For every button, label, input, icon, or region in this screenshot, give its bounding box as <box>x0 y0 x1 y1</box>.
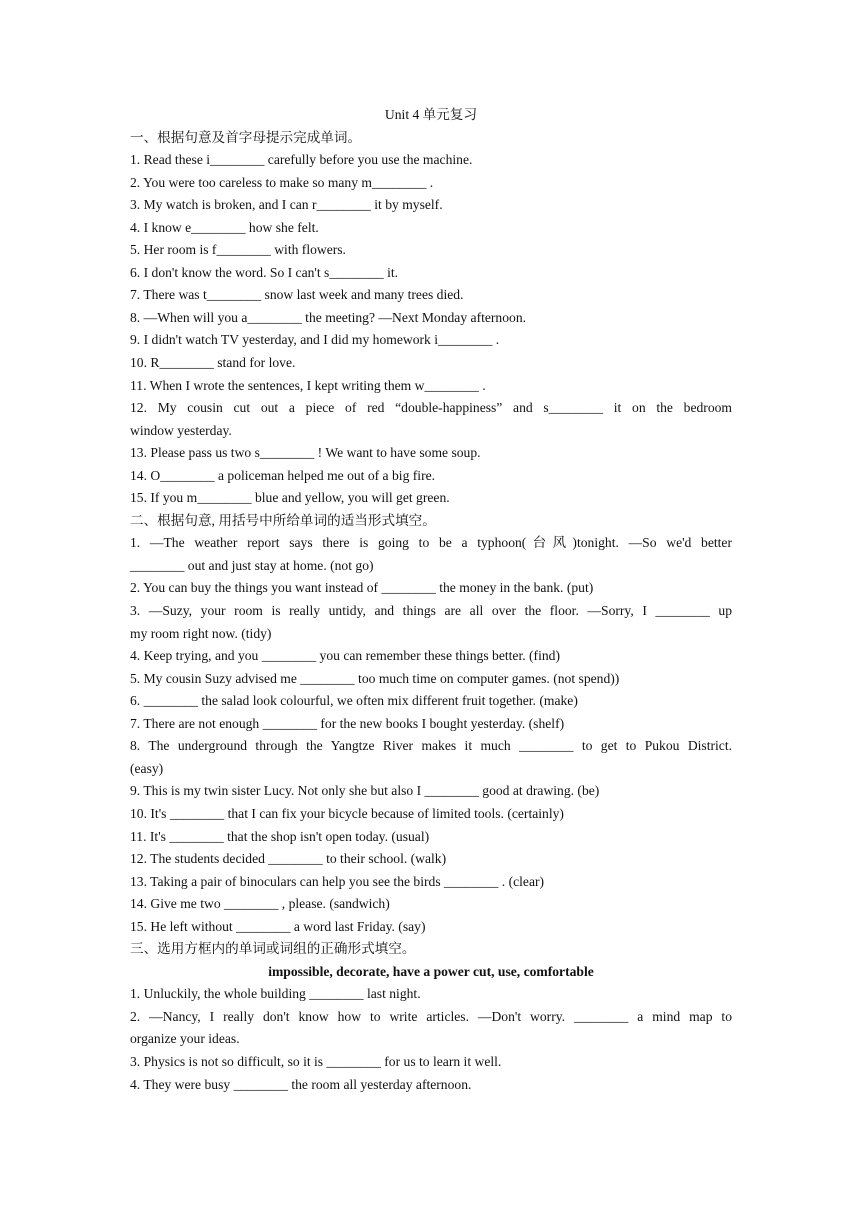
exercise-line: ________ out and just stay at home. (not go) <box>130 557 374 573</box>
exercise-line: 7. There are not enough ________ for the new books I bought yesterday. (shelf) <box>130 715 565 731</box>
exercise-line: (easy) <box>130 760 164 776</box>
exercise-line: 3. —Suzy, your room is really untidy, and things are all over the floor. —Sorry, I ________ up <box>130 603 732 619</box>
exercise-line: organize your ideas. <box>130 1031 240 1047</box>
word-box: impossible, decorate, have a power cut, use, comfortable <box>268 963 594 979</box>
document-title: Unit 4 单元复习 <box>384 107 478 122</box>
exercise-line: 13. Please pass us two s________ ! We want to have some soup. <box>130 445 481 461</box>
exercise-line: 5. My cousin Suzy advised me ________ too much time on computer games. (not spend)) <box>130 670 620 686</box>
exercise-line: 2. —Nancy, I really don't know how to write articles. —Don't worry. ________ a mind map to <box>130 1008 732 1024</box>
exercise-line: window yesterday. <box>130 422 232 438</box>
exercise-lines <box>130 127 732 1097</box>
exercise-line: 10. R________ stand for love. <box>130 355 296 371</box>
exercise-line: 11. When I wrote the sentences, I kept writing them w________ . <box>130 377 486 393</box>
exercise-line: 8. The underground through the Yangtze River makes it much ________ to get to Pukou District. <box>130 738 732 754</box>
exercise-line: 6. I don't know the word. So I can't s________ it. <box>130 264 399 280</box>
exercise-line: 2. You can buy the things you want instead of ________ the money in the bank. (put) <box>130 580 594 596</box>
exercise-line: 14. Give me two ________ , please. (sandwich) <box>130 896 390 912</box>
exercise-line: 11. It's ________ that the shop isn't open today. (usual) <box>130 828 430 844</box>
section-heading: 一、根据句意及首字母提示完成单词。 <box>130 129 362 145</box>
exercise-line: 15. If you m________ blue and yellow, you will get green. <box>130 490 450 506</box>
exercise-line: 9. I didn't watch TV yesterday, and I did my homework i________ . <box>130 332 500 348</box>
exercise-line: 12. My cousin cut out a piece of red “double-happiness” and s________ it on the bedroom <box>130 400 732 416</box>
exercise-line: 1. —The weather report says there is going to be a typhoon(台风)tonight. —So we'd better <box>130 535 732 551</box>
exercise-line: 15. He left without ________ a word last Friday. (say) <box>130 918 426 934</box>
exercise-line: my room right now. (tidy) <box>130 625 272 641</box>
exercise-line: 4. Keep trying, and you ________ you can remember these things better. (find) <box>130 648 560 664</box>
section-heading: 三、选用方框内的单词或词组的正确形式填空。 <box>130 941 416 957</box>
exercise-line: 3. Physics is not so difficult, so it is ________ for us to learn it well. <box>130 1053 502 1069</box>
exercise-line: 13. Taking a pair of binoculars can help you see the birds ________ . (clear) <box>130 873 545 889</box>
document-page <box>130 104 732 1096</box>
exercise-line: 2. You were too careless to make so many m________ . <box>130 174 434 190</box>
exercise-line: 7. There was t________ snow last week and many trees died. <box>130 287 464 303</box>
exercise-line: 10. It's ________ that I can fix your bicycle because of limited tools. (certainly) <box>130 805 564 821</box>
exercise-line: 1. Read these i________ carefully before you use the machine. <box>130 152 473 168</box>
exercise-line: 5. Her room is f________ with flowers. <box>130 242 346 258</box>
exercise-line: 4. I know e________ how she felt. <box>130 219 319 235</box>
exercise-line: 3. My watch is broken, and I can r________ it by myself. <box>130 197 443 213</box>
exercise-line: 8. —When will you a________ the meeting? —Next Monday afternoon. <box>130 309 527 325</box>
section-heading: 二、根据句意, 用括号中所给单词的适当形式填空。 <box>130 512 436 528</box>
exercise-line: 6. ________ the salad look colourful, we often mix different fruit together. (make) <box>130 693 578 709</box>
exercise-line: 1. Unluckily, the whole building ________ last night. <box>130 986 421 1002</box>
exercise-line: 9. This is my twin sister Lucy. Not only she but also I ________ good at drawing. (be) <box>130 783 600 799</box>
exercise-line: 4. They were busy ________ the room all yesterday afternoon. <box>130 1076 472 1092</box>
exercise-line: 14. O________ a policeman helped me out of a big fire. <box>130 467 436 483</box>
exercise-line: 12. The students decided ________ to their school. (walk) <box>130 851 447 867</box>
